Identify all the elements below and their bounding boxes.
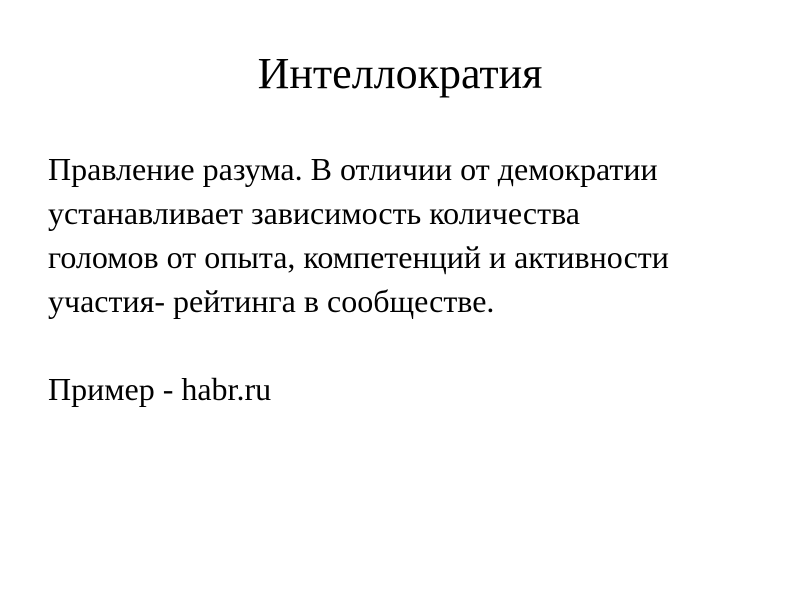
slide-title: Интеллократия bbox=[257, 49, 543, 98]
paragraph-line: устанавливает зависимость количества bbox=[48, 195, 580, 231]
slide-body bbox=[48, 147, 768, 411]
example-line: Пример - habr.ru bbox=[48, 371, 272, 407]
paragraph-spacer bbox=[48, 323, 768, 367]
paragraph-line: Правление разума. В отличии от демократии bbox=[48, 151, 658, 187]
definition-paragraph bbox=[48, 147, 768, 323]
paragraph-line: голомов от опыта, компетенций и активности bbox=[48, 239, 669, 275]
paragraph-line: участия- рейтинга в сообществе. bbox=[48, 283, 495, 319]
